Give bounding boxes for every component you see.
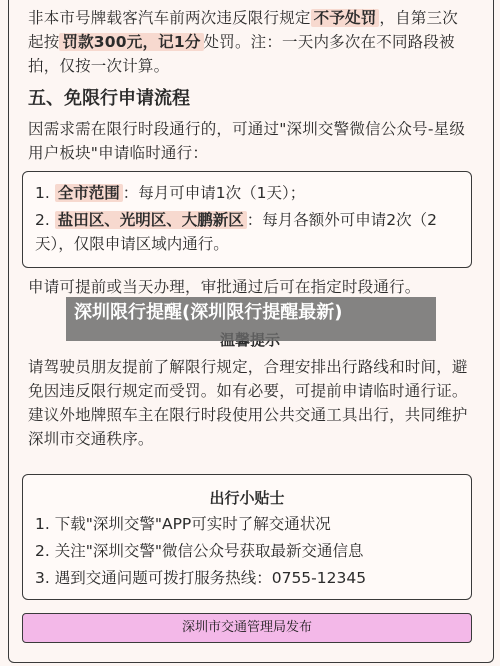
citywide-highlight: 全市范围 [55,184,123,202]
penalty-text: 起按 [28,33,60,51]
rule-number: 1. [35,184,55,202]
publisher-footer: 深圳市交通管理局发布 [22,613,472,643]
reminder-text: 深圳市交通秩序。 [28,430,154,448]
penalty-text: ，自第三次 [379,9,458,27]
reminder-text: 免因违反限行规定而受罚。如有必要，可提前申请临时通行证。 [28,382,468,400]
apply-paragraph [28,117,472,165]
rule-number: 2. [35,211,55,229]
advance-note: 申请可提前或当天办理，审批通过后可在指定时段通行。 [28,278,421,296]
tips-title: 出行小贴士 [209,489,285,507]
penalty-text: 非本市号牌载客汽车前两次违反限行规定 [28,9,311,27]
no-penalty-highlight: 不予处罚 [311,9,380,27]
reminder-text: 建议外地牌照车主在限行时段使用公共交通工具出行，共同维护 [28,406,468,424]
rule-item-1 [35,181,461,205]
tip-item: 2. 关注"深圳交警"微信公众号获取最新交通信息 [35,542,364,560]
reminder-paragraph [28,355,472,451]
penalty-paragraph [28,6,472,78]
reminder-text: 请驾驶员朋友提前了解限行规定，合理安排出行路线和时间，避 [28,358,468,376]
tip-item: 3. 遇到交通问题可拨打服务热线：0755-12345 [35,569,367,587]
penalty-text: 拍，仅按一次计算。 [28,57,170,75]
rule-item-2 [35,208,461,256]
penalty-text: 处罚。注：一天内多次在不同路段被 [203,33,455,51]
rules-box [22,171,472,268]
apply-text: 用户板块"申请临时通行： [28,144,209,162]
rule-text: 天），仅限申请区域内通行。 [35,235,229,253]
overlay-title: 深圳限行提醒(深圳限行提醒最新) [74,302,343,323]
fine-highlight: 罚款300元，记1分 [59,33,203,51]
section-heading: 五、免限行申请流程 [28,88,190,109]
apply-text: 因需求需在限行时段通行的，可通过"深圳交警微信公众号-星级 [28,120,466,138]
rule-text: ：每月可申请1次（1天）； [122,184,306,202]
rule-text: ：每月各额外可申请2次（2 [246,211,437,229]
tip-item: 1. 下载"深圳交警"APP可实时了解交通状况 [35,515,331,533]
districts-highlight: 盐田区、光明区、大鹏新区 [55,211,247,229]
tips-box [22,474,472,600]
